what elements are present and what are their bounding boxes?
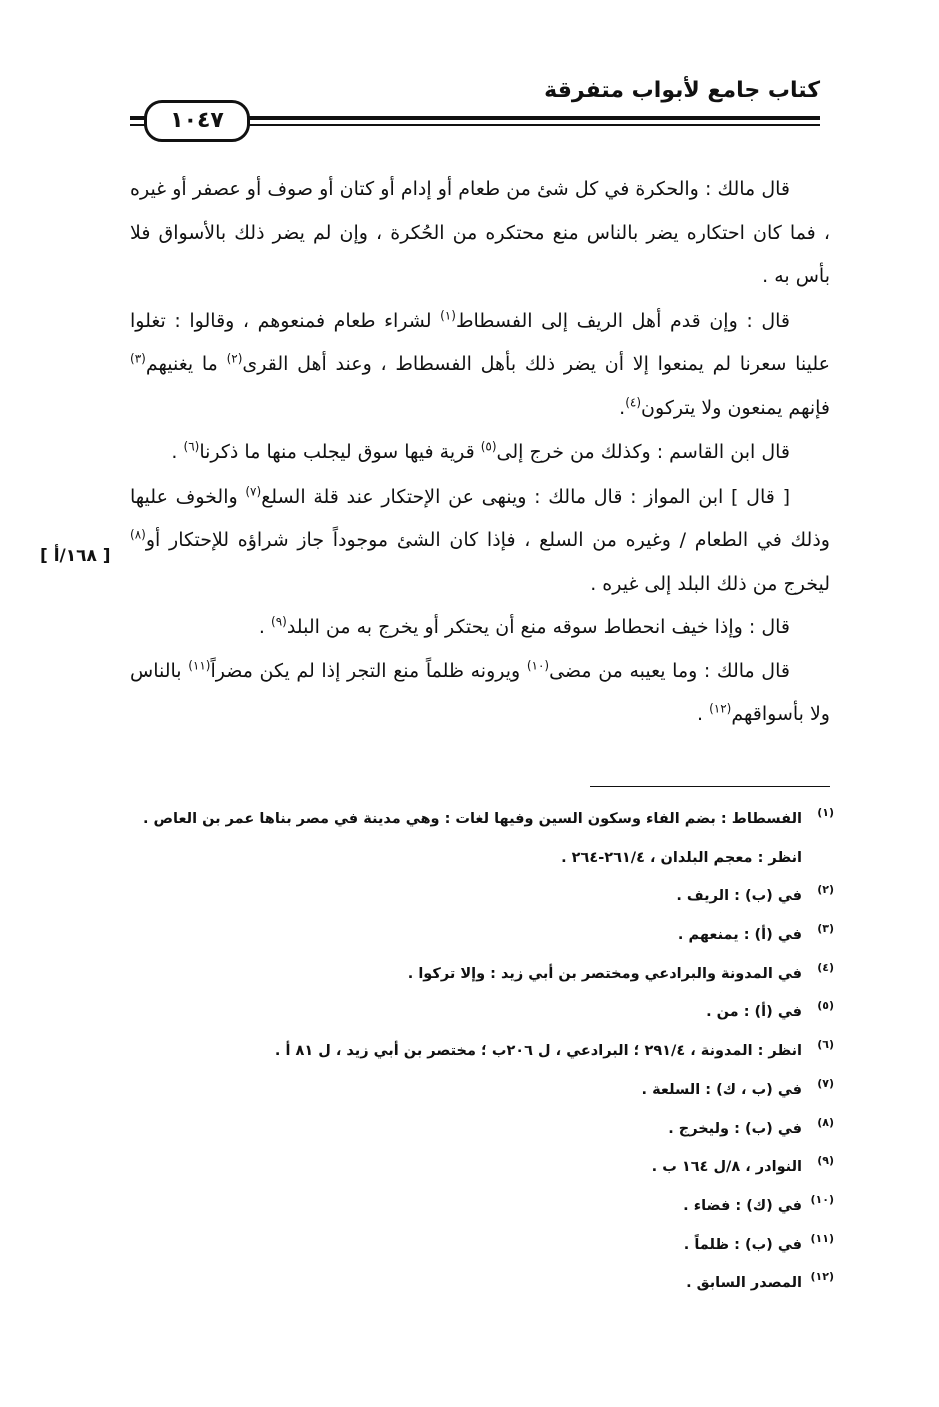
paragraph-5 <box>130 606 830 650</box>
paragraph-text: [ قال ] ابن المواز : قال مالك : وينهى عن الإحتكار عند قلة السلع <box>261 485 790 508</box>
footnote-ref: (١) <box>440 308 456 323</box>
running-header <box>130 72 820 132</box>
footnote-text: الفسطاط : بضم الفاء وسكون السين وفيها لغات : وهي مدينة في مصر بناها عمر بن العاص . <box>142 811 802 827</box>
footnote-number: (٧) <box>817 1076 834 1090</box>
paragraph-text: والخوف عليها وذلك في الطعام / وغيره من السلع ، فإذا كان الشئ موجوداً جاز شراؤه للإحتكار أو <box>130 485 830 551</box>
footnote-number: (٦) <box>817 1038 834 1052</box>
paragraph-6 <box>130 650 830 737</box>
footnote-ref: (٨) <box>130 527 146 542</box>
footnote-number: (٩) <box>817 1154 834 1168</box>
page-number: ١٠٤٧ <box>144 100 250 142</box>
paragraph-text: فإنهم يمنعون ولا يتركون <box>641 396 830 419</box>
paragraph-text: ليخرج من ذلك البلد إلى غيره . <box>590 572 830 595</box>
footnote-item <box>194 955 834 994</box>
footnote-item <box>194 1110 834 1149</box>
footnote-number: (٤) <box>817 960 834 974</box>
paragraph-text: قال مالك : وما يعيبه من مضى <box>549 659 790 682</box>
footnote-item <box>142 800 834 839</box>
paragraph-4 <box>130 476 830 607</box>
paragraph-text: . <box>171 441 184 463</box>
footnote-ref: (١٢) <box>709 701 732 716</box>
footnote-number: (١) <box>817 806 834 819</box>
footnote-item <box>194 1071 834 1110</box>
footnotes <box>142 800 834 1303</box>
footnote-number: (٨) <box>817 1115 834 1129</box>
book-title: كتاب جامع لأبواب متفرقة <box>544 78 820 103</box>
paragraph-1: قال مالك : والحكرة في كل شئ من طعام أو إدام أو كتان أو صوف أو عصفر أو غيره ، فما كان احتكاره يضر بالناس منع محتكره من الحُكرة ، وإن لم يضر ذلك بالأسواق فلا بأس به . <box>130 178 830 287</box>
paragraph-text: قال : وإذا خيف انحطاط سوقه منع أن يحتكر أو يخرج به من البلد <box>286 616 790 638</box>
footnote-text: انظر : معجم البلدان ، ٢٦١/٤-٢٦٤ . <box>561 849 802 866</box>
footnote-ref: (١٠) <box>526 658 550 673</box>
footnote-ref: (٣) <box>130 351 146 366</box>
footnote-item <box>194 1032 834 1071</box>
footnote-text: انظر : المدونة ، ٢٩١/٤ ؛ البرادعي ، ل ٢٠٦ب ؛ مختصر بن أبي زيد ، ل ٨١ أ . <box>274 1043 802 1060</box>
footnote-item <box>194 1187 834 1226</box>
paragraph-text: قرية فيها سوق ليجلب منها ما ذكرنا <box>199 441 481 463</box>
footnote-ref: (٢) <box>226 351 243 366</box>
paragraph-text: قال ابن القاسم : وكذلك من خرج إلى <box>496 441 790 463</box>
footnote-text: في (ب ، ك) : السلعة . <box>641 1081 802 1098</box>
footnote-text: المصدر السابق . <box>686 1275 802 1292</box>
footnote-ref: (٧) <box>245 484 262 499</box>
paragraph-2 <box>130 300 830 431</box>
footnote-text: في (ك) : فضاء . <box>683 1197 802 1214</box>
footnote-text: في (ب) : وليخرج . <box>668 1120 802 1137</box>
footnote-item <box>194 1148 834 1187</box>
footnote-number: (٢) <box>817 883 834 897</box>
footnote-text: النوادر ، ٨/ل ١٦٤ ب . <box>651 1159 802 1176</box>
footnote-text: في (ب) : الريف . <box>676 888 802 905</box>
main-text <box>130 168 830 737</box>
footnote-text: في (أ) : يمنعهم . <box>677 927 802 944</box>
paragraph-text: . <box>258 616 271 638</box>
footnote-item <box>194 916 834 955</box>
paragraph-text: لشراء طعام فمنعوهم ، وقالوا : تغلوا علينا سعرنا لم يمنعوا إلا أن يضر ذلك بأهل الفسطاط ، وعند أهل القرى <box>130 309 830 375</box>
footnote-number: (١٢) <box>810 1270 834 1284</box>
footnote-ref: (٦) <box>183 439 200 454</box>
paragraph-text: ما يغنيهم <box>145 353 227 375</box>
footnote-item <box>194 993 834 1032</box>
footnote-ref: (٥) <box>480 439 497 454</box>
paragraph-text: . <box>697 703 710 725</box>
footnote-number: (١١) <box>810 1231 834 1245</box>
footnote-item <box>194 839 834 878</box>
footnote-ref: (٤) <box>625 395 642 410</box>
paragraph-text: ويرونه ظلماً منع التجر إذا لم يكن مضراً <box>210 659 527 682</box>
footnote-ref: (٩) <box>271 614 287 629</box>
footnote-number: (١٠) <box>810 1192 834 1206</box>
footnote-item <box>194 1226 834 1265</box>
footnote-text: في (أ) : من . <box>706 1004 802 1021</box>
footnote-text: في (ب) : ظلماً . <box>683 1236 802 1253</box>
footnote-ref: (١١) <box>188 658 211 673</box>
footnote-item <box>194 1264 834 1303</box>
footnote-number: (٣) <box>817 922 834 936</box>
paragraph-text: بالناس ولا بأسواقهم <box>130 659 830 725</box>
paragraph-text: . <box>619 396 626 419</box>
paragraph-3 <box>130 431 830 475</box>
footnote-item <box>194 877 834 916</box>
manuscript-folio-marker: [ ١٦٨/أ ] <box>40 546 111 566</box>
footnote-separator <box>590 786 830 787</box>
paragraph-text: قال : وإن قدم أهل الريف إلى الفسطاط <box>455 309 790 332</box>
footnote-text: في المدونة والبرادعي ومختصر بن أبي زيد : وإلا تركوا . <box>407 965 802 982</box>
footnote-number: (٥) <box>817 999 834 1013</box>
